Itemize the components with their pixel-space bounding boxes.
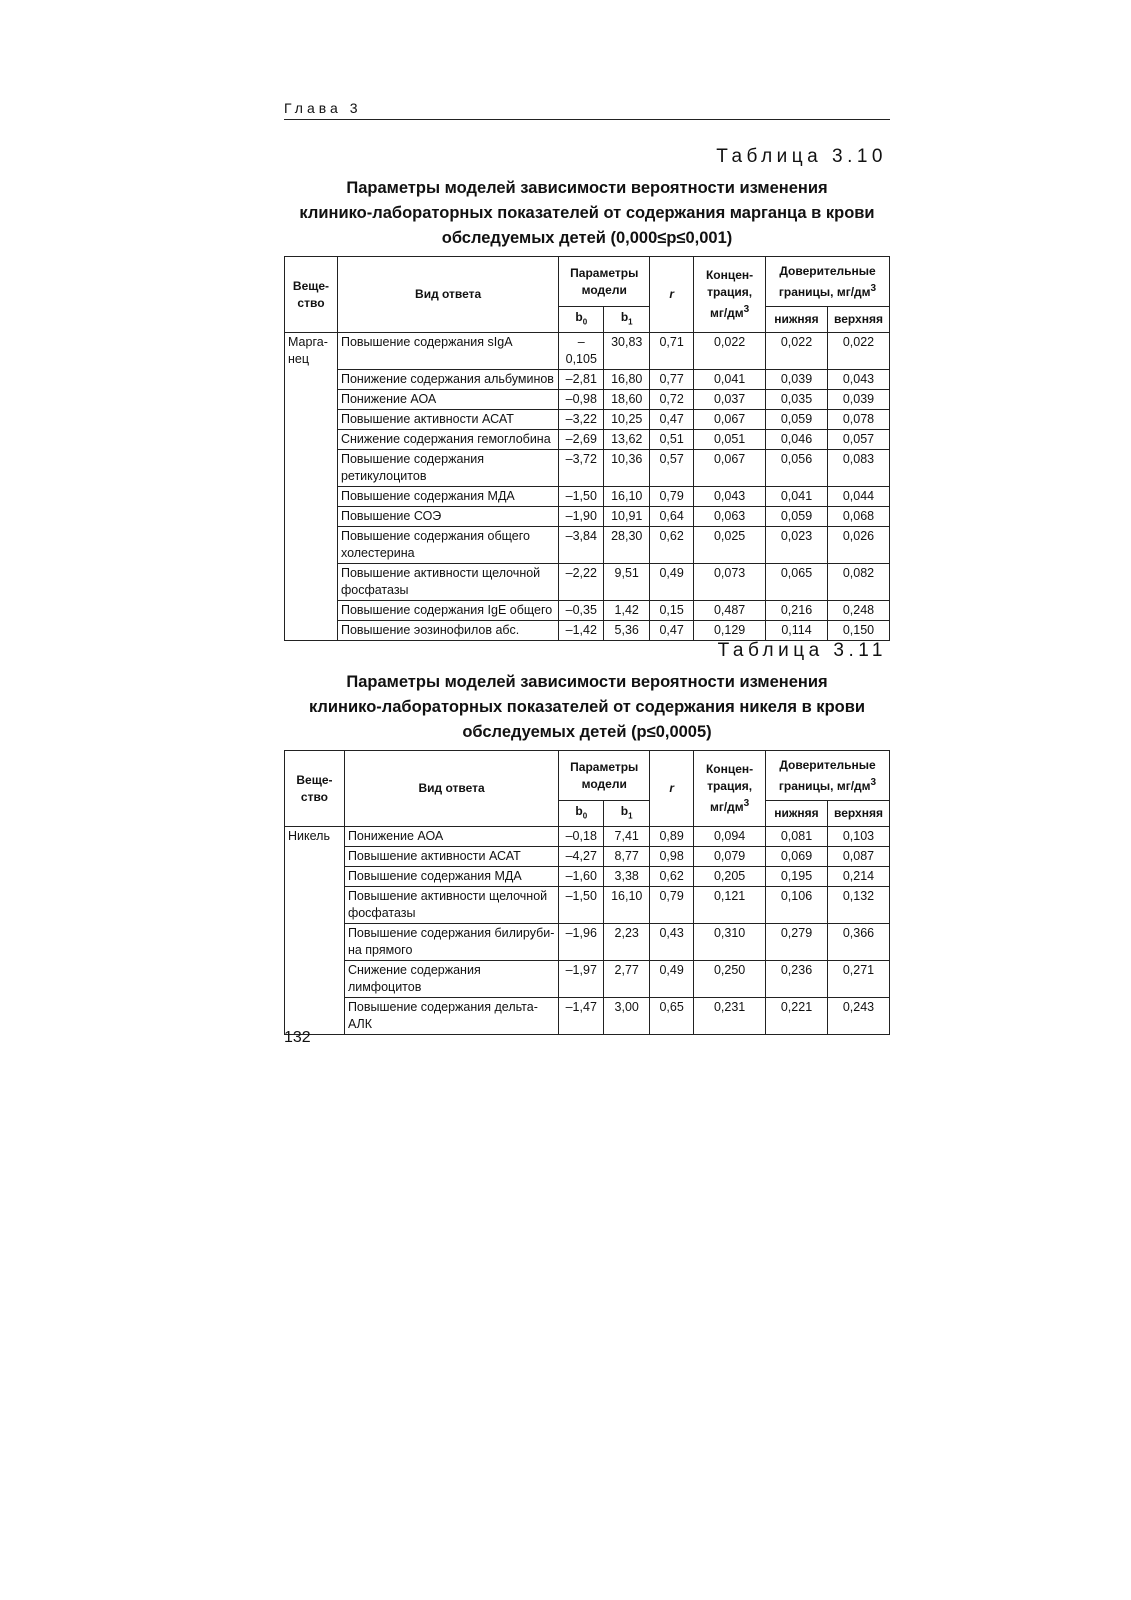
header-b0: [559, 307, 604, 333]
value-cell: 0,057: [827, 430, 889, 450]
value-cell: 0,046: [766, 430, 828, 450]
header-b1-text: b: [620, 309, 629, 324]
table-row: [285, 410, 890, 430]
response-cell: Понижение содержания альбуминов: [337, 370, 558, 390]
table-row: [285, 961, 890, 998]
value-cell: 0,037: [694, 390, 766, 410]
value-cell: 0,069: [766, 847, 828, 867]
header-conf: [766, 751, 890, 801]
value-cell: 0,62: [650, 527, 694, 564]
header-conc-sup: 3: [743, 798, 750, 809]
value-cell: 0,216: [766, 601, 828, 621]
header-substance: Веще-ство: [285, 751, 345, 827]
value-cell: 10,36: [604, 450, 650, 487]
value-cell: –0,35: [559, 601, 604, 621]
table-caption-3-11: [284, 670, 890, 745]
value-cell: 3,38: [604, 867, 650, 887]
value-cell: 0,041: [694, 370, 766, 390]
header-lower: нижняя: [766, 801, 828, 827]
value-cell: 0,57: [650, 450, 694, 487]
value-cell: 5,36: [604, 621, 650, 641]
header-conf-sup: 3: [870, 776, 877, 788]
value-cell: 0,65: [650, 998, 694, 1035]
header-b0: [559, 801, 604, 827]
value-cell: 0,081: [766, 827, 828, 847]
value-cell: 0,129: [694, 621, 766, 641]
table-row: [285, 370, 890, 390]
substance-cell: Марга-нец: [285, 333, 338, 641]
response-cell: Понижение АОА: [344, 827, 558, 847]
value-cell: –0,98: [559, 390, 604, 410]
response-cell: Повышение содержания МДА: [337, 487, 558, 507]
value-cell: 0,51: [650, 430, 694, 450]
value-cell: 16,10: [604, 887, 650, 924]
response-cell: Повышение содержания ретикулоцитов: [337, 450, 558, 487]
value-cell: 0,98: [650, 847, 694, 867]
value-cell: 0,044: [827, 487, 889, 507]
response-cell: Повышение активности АСАТ: [337, 410, 558, 430]
value-cell: –1,90: [559, 507, 604, 527]
value-cell: 0,250: [694, 961, 766, 998]
value-cell: 0,025: [694, 527, 766, 564]
page-number: 132: [284, 1029, 311, 1046]
value-cell: –0,105: [559, 333, 604, 370]
header-b0-text: b: [575, 309, 583, 324]
table-row: [285, 621, 890, 641]
value-cell: 0,310: [694, 924, 766, 961]
header-b1-text: b: [620, 803, 629, 818]
table-row: [285, 601, 890, 621]
header-b1: [604, 307, 650, 333]
header-b0-sub: 0: [582, 811, 588, 821]
value-cell: 0,77: [650, 370, 694, 390]
response-cell: Повышение активности щелочной фосфатазы: [337, 564, 558, 601]
table-row: [285, 847, 890, 867]
response-cell: Повышение содержания sIgA: [337, 333, 558, 370]
value-cell: –1,47: [559, 998, 604, 1035]
header-conf-sup: 3: [870, 282, 877, 294]
table-row: [285, 998, 890, 1035]
response-cell: Повышение эозинофилов абс.: [337, 621, 558, 641]
value-cell: 0,132: [827, 887, 889, 924]
value-cell: –2,22: [559, 564, 604, 601]
value-cell: 0,094: [694, 827, 766, 847]
value-cell: 0,106: [766, 887, 828, 924]
header-response: Вид ответа: [337, 257, 558, 333]
caption-line: Параметры моделей зависимости вероятности изменения: [346, 179, 828, 197]
value-cell: 0,026: [827, 527, 889, 564]
value-cell: 10,91: [604, 507, 650, 527]
caption-line: клинико-лабораторных показателей от содержания никеля в крови: [308, 698, 866, 716]
header-conf-text: Доверительные границы, мг/дм: [778, 263, 876, 299]
value-cell: 0,022: [766, 333, 828, 370]
table-row: [285, 507, 890, 527]
value-cell: 0,065: [766, 564, 828, 601]
header-conc: [694, 257, 766, 333]
value-cell: 0,041: [766, 487, 828, 507]
response-cell: Повышение содержания общего холестерина: [337, 527, 558, 564]
value-cell: 0,063: [694, 507, 766, 527]
table-row: [285, 564, 890, 601]
value-cell: 8,77: [604, 847, 650, 867]
table-row: [285, 827, 890, 847]
value-cell: –2,69: [559, 430, 604, 450]
value-cell: 0,043: [694, 487, 766, 507]
caption-line: обследуемых детей (0,000≤p≤0,001): [441, 229, 733, 247]
table-row: [285, 867, 890, 887]
header-b1-sub: 1: [628, 317, 633, 327]
value-cell: 0,49: [650, 564, 694, 601]
value-cell: –1,97: [559, 961, 604, 998]
table-3-11: [284, 750, 890, 1035]
value-cell: 0,079: [694, 847, 766, 867]
value-cell: 0,078: [827, 410, 889, 430]
value-cell: 0,195: [766, 867, 828, 887]
value-cell: 0,023: [766, 527, 828, 564]
table-row: [285, 887, 890, 924]
value-cell: 0,039: [827, 390, 889, 410]
value-cell: 0,243: [827, 998, 889, 1035]
value-cell: 3,00: [604, 998, 650, 1035]
value-cell: 0,035: [766, 390, 828, 410]
response-cell: Повышение содержания дельта-АЛК: [344, 998, 558, 1035]
value-cell: 0,221: [766, 998, 828, 1035]
value-cell: 0,150: [827, 621, 889, 641]
value-cell: 0,082: [827, 564, 889, 601]
table-row: [285, 390, 890, 410]
value-cell: 0,051: [694, 430, 766, 450]
header-upper: верхняя: [827, 801, 889, 827]
value-cell: –1,50: [559, 487, 604, 507]
value-cell: 0,087: [827, 847, 889, 867]
header-conc-sup: 3: [743, 304, 750, 315]
header-b0-text: b: [575, 803, 583, 818]
value-cell: 0,47: [650, 621, 694, 641]
value-cell: 18,60: [604, 390, 650, 410]
value-cell: 0,068: [827, 507, 889, 527]
header-r: [650, 257, 694, 333]
value-cell: 16,80: [604, 370, 650, 390]
value-cell: 0,067: [694, 450, 766, 487]
table-row: [285, 430, 890, 450]
header-b1-sub: 1: [628, 811, 633, 821]
header-conc-text: Концен-трация, мг/дм: [705, 268, 754, 320]
value-cell: 0,205: [694, 867, 766, 887]
substance-cell: Никель: [285, 827, 345, 1035]
response-cell: Повышение СОЭ: [337, 507, 558, 527]
value-cell: 0,043: [827, 370, 889, 390]
table-row: [285, 924, 890, 961]
response-cell: Понижение АОА: [337, 390, 558, 410]
value-cell: –1,60: [559, 867, 604, 887]
header-conc-text: Концен-трация, мг/дм: [705, 762, 754, 814]
header-b0-sub: 0: [582, 317, 588, 327]
value-cell: 0,059: [766, 410, 828, 430]
header-conf: [766, 257, 890, 307]
value-cell: 0,72: [650, 390, 694, 410]
value-cell: –3,84: [559, 527, 604, 564]
value-cell: 0,073: [694, 564, 766, 601]
value-cell: 28,30: [604, 527, 650, 564]
value-cell: 0,059: [766, 507, 828, 527]
value-cell: –2,81: [559, 370, 604, 390]
response-cell: Повышение активности щелочной фосфатазы: [344, 887, 558, 924]
header-r-text: r: [669, 287, 674, 301]
value-cell: –0,18: [559, 827, 604, 847]
value-cell: –1,42: [559, 621, 604, 641]
header-params: Параметры модели: [559, 257, 650, 307]
value-cell: 7,41: [604, 827, 650, 847]
running-head: Глава 3: [284, 100, 890, 120]
header-lower: нижняя: [766, 307, 828, 333]
header-response: Вид ответа: [344, 751, 558, 827]
table-row: [285, 527, 890, 564]
value-cell: 16,10: [604, 487, 650, 507]
value-cell: –3,72: [559, 450, 604, 487]
value-cell: 10,25: [604, 410, 650, 430]
value-cell: 0,62: [650, 867, 694, 887]
value-cell: 0,49: [650, 961, 694, 998]
header-r-text: r: [669, 781, 674, 795]
table-row: [285, 333, 890, 370]
header-conc: [694, 751, 766, 827]
value-cell: –3,22: [559, 410, 604, 430]
value-cell: 0,121: [694, 887, 766, 924]
value-cell: 0,271: [827, 961, 889, 998]
header-conf-text: Доверительные границы, мг/дм: [778, 757, 876, 793]
value-cell: 9,51: [604, 564, 650, 601]
response-cell: Повышение содержания IgE общего: [337, 601, 558, 621]
value-cell: –4,27: [559, 847, 604, 867]
header-b1: [604, 801, 650, 827]
value-cell: 0,487: [694, 601, 766, 621]
value-cell: 0,79: [650, 487, 694, 507]
caption-line: обследуемых детей (p≤0,0005): [462, 723, 712, 741]
value-cell: 0,114: [766, 621, 828, 641]
value-cell: 0,79: [650, 887, 694, 924]
value-cell: 0,248: [827, 601, 889, 621]
value-cell: –1,50: [559, 887, 604, 924]
value-cell: 0,231: [694, 998, 766, 1035]
value-cell: 0,022: [827, 333, 889, 370]
header-substance: Веще-ство: [285, 257, 338, 333]
caption-line: клинико-лабораторных показателей от содержания марганца в крови: [299, 204, 875, 222]
response-cell: Снижение содержания лимфоцитов: [344, 961, 558, 998]
table-label-3-10: Таблица 3.10: [716, 146, 887, 167]
header-r: [650, 751, 694, 827]
value-cell: 0,366: [827, 924, 889, 961]
table-caption-3-10: [284, 176, 890, 251]
response-cell: Повышение активности АСАТ: [344, 847, 558, 867]
value-cell: 0,067: [694, 410, 766, 430]
table-row: [285, 487, 890, 507]
table-row: [285, 450, 890, 487]
response-cell: Повышение содержания МДА: [344, 867, 558, 887]
value-cell: 0,47: [650, 410, 694, 430]
table-label-3-11: Таблица 3.11: [717, 640, 887, 661]
value-cell: 0,022: [694, 333, 766, 370]
value-cell: 30,83: [604, 333, 650, 370]
value-cell: 1,42: [604, 601, 650, 621]
response-cell: Снижение содержания гемоглобина: [337, 430, 558, 450]
value-cell: 13,62: [604, 430, 650, 450]
value-cell: 0,71: [650, 333, 694, 370]
response-cell: Повышение содержания билируби-на прямого: [344, 924, 558, 961]
value-cell: 0,056: [766, 450, 828, 487]
value-cell: 0,43: [650, 924, 694, 961]
header-params: Параметры модели: [559, 751, 650, 801]
value-cell: 0,214: [827, 867, 889, 887]
value-cell: –1,96: [559, 924, 604, 961]
value-cell: 0,279: [766, 924, 828, 961]
value-cell: 0,64: [650, 507, 694, 527]
value-cell: 0,15: [650, 601, 694, 621]
value-cell: 0,89: [650, 827, 694, 847]
value-cell: 2,77: [604, 961, 650, 998]
value-cell: 0,083: [827, 450, 889, 487]
value-cell: 0,039: [766, 370, 828, 390]
value-cell: 2,23: [604, 924, 650, 961]
value-cell: 0,103: [827, 827, 889, 847]
value-cell: 0,236: [766, 961, 828, 998]
caption-line: Параметры моделей зависимости вероятности изменения: [346, 673, 828, 691]
table-3-10: [284, 256, 890, 641]
header-upper: верхняя: [827, 307, 889, 333]
